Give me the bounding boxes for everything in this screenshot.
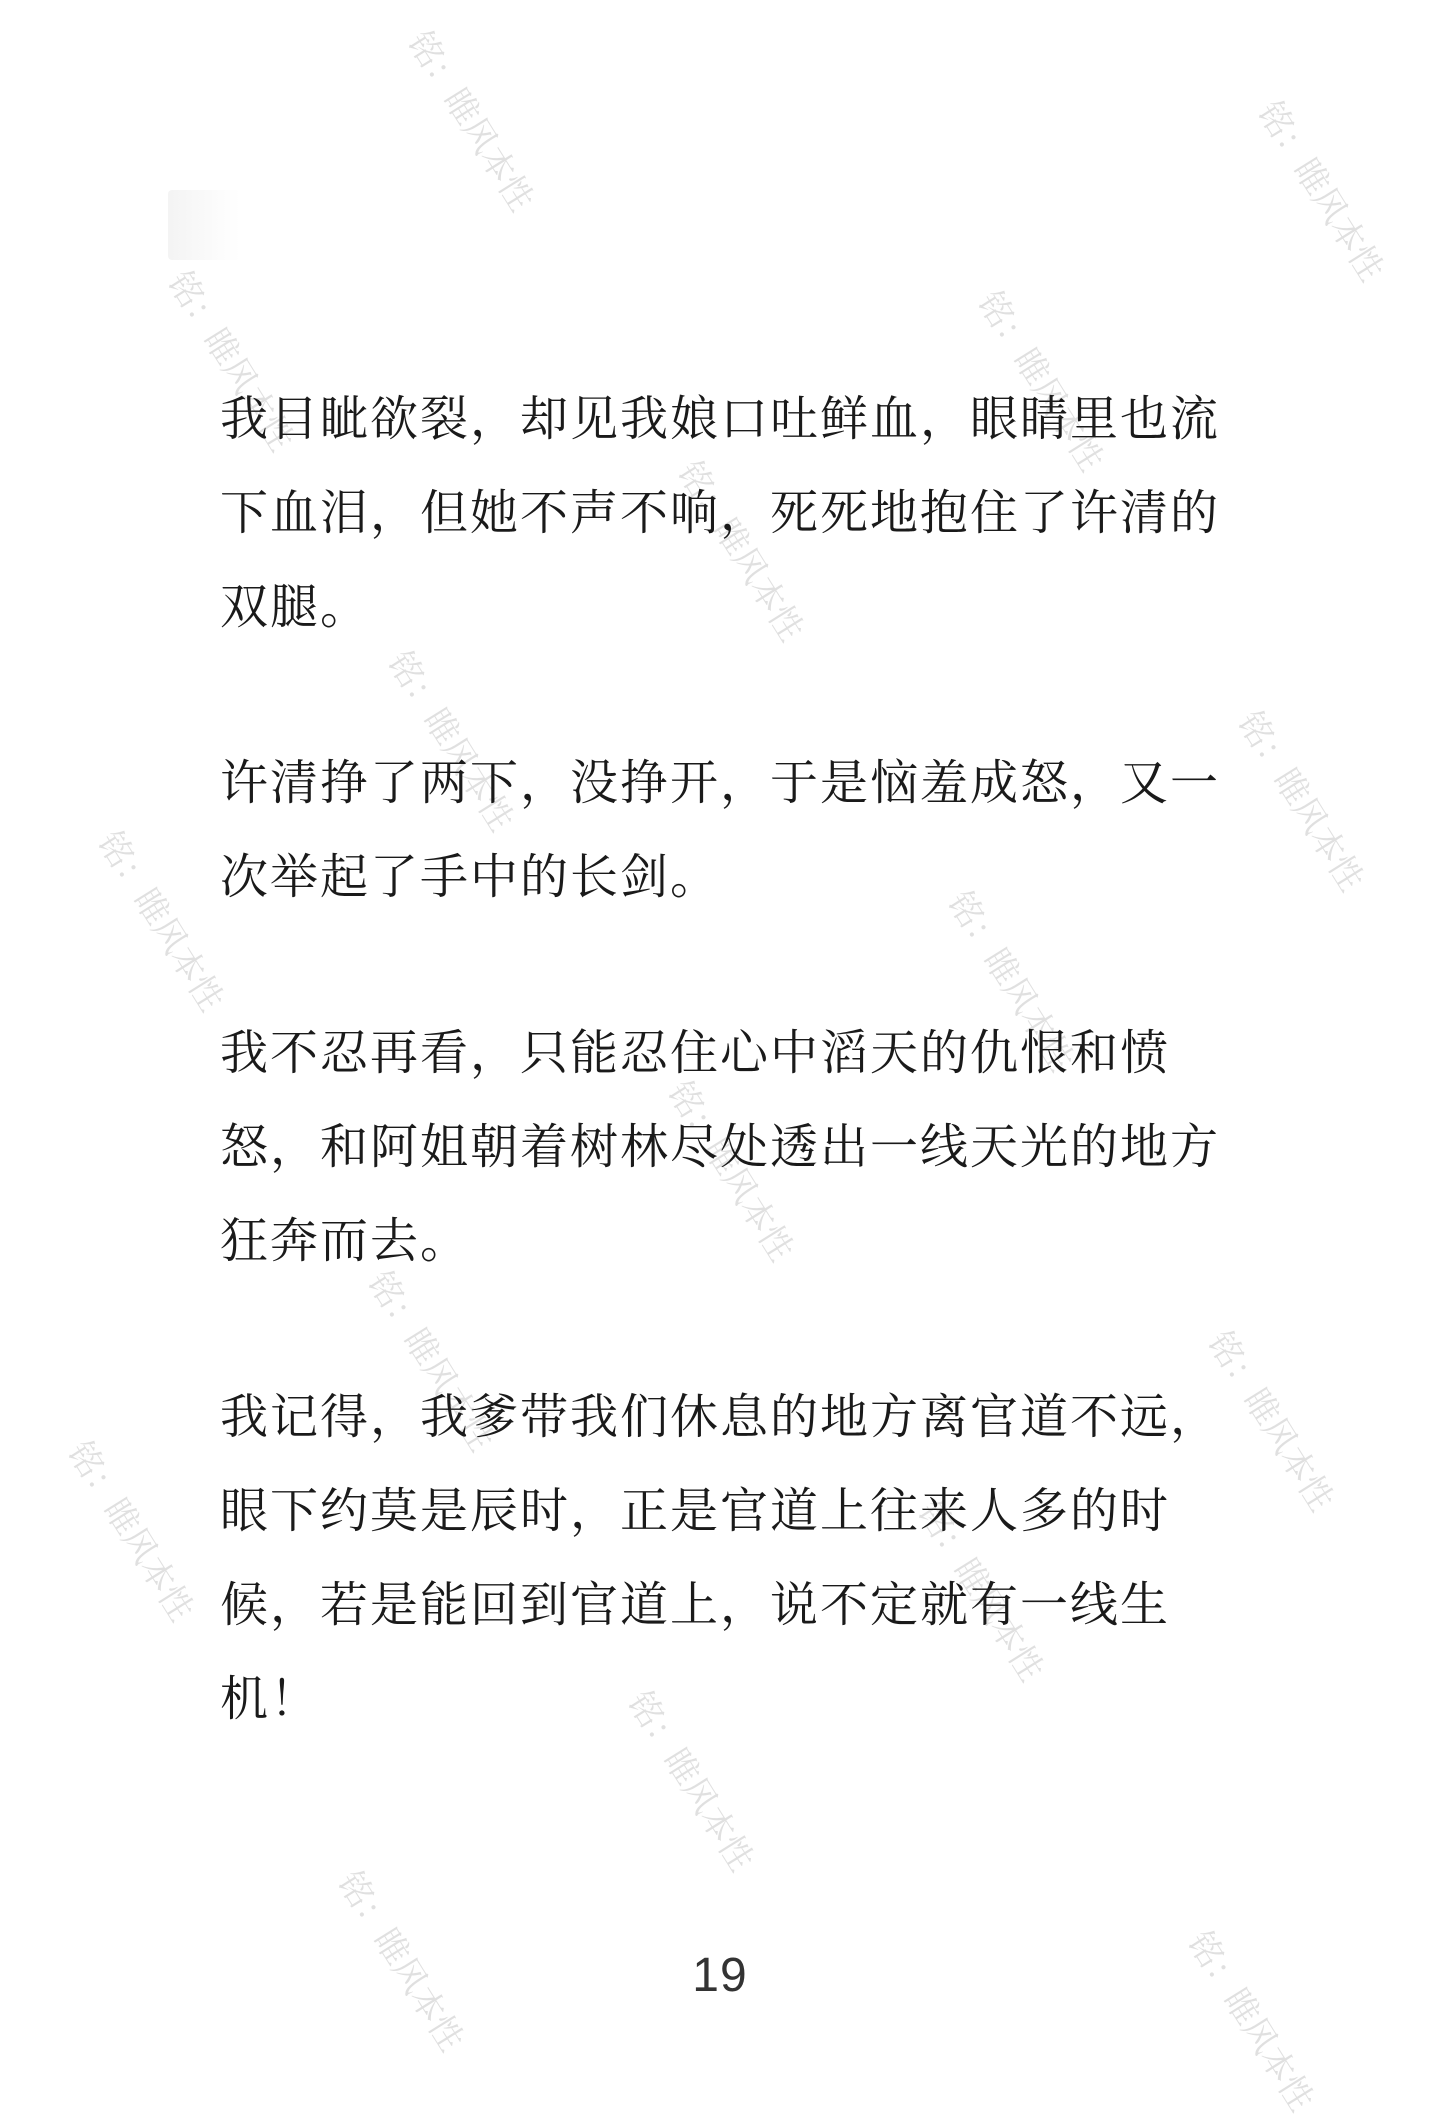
watermark: 铭：睢风本性 [1199, 1324, 1342, 1519]
paragraph: 我目眦欲裂，却见我娘口吐鲜血，眼睛里也流下血泪，但她不声不响，死死地抱住了许清的双腿。 [220, 391, 1221, 635]
page-number: 19 [692, 1949, 748, 2002]
watermark: 铭：睢风本性 [359, 1264, 502, 1459]
paragraph: 我不忍再看，只能忍住心中滔天的仇恨和愤怒，和阿姐朝着树林尽处透出一线天光的地方狂奔而去。 [220, 1025, 1221, 1269]
watermark: 铭：睢风本性 [619, 1684, 762, 1879]
paragraph: 许清挣了两下，没挣开，于是恼羞成怒，又一次举起了手中的长剑。 [220, 755, 1221, 905]
watermark: 铭：睢风本性 [59, 1434, 202, 1629]
watermark: 铭：睢风本性 [1179, 1924, 1322, 2119]
watermark: 铭：睢风本性 [329, 1864, 472, 2059]
watermark: 铭：睢风本性 [669, 454, 812, 649]
body-text [220, 372, 1240, 1828]
watermark: 铭：睢风本性 [659, 1074, 802, 1269]
watermark: 铭：睢风本性 [969, 284, 1112, 479]
watermark: 铭：睢风本性 [939, 884, 1082, 1079]
watermark: 铭：睢风本性 [1249, 94, 1392, 289]
paragraph: 我记得，我爹带我们休息的地方离官道不远，眼下约莫是辰时，正是官道上往来人多的时候，若是能回到官道上，说不定就有一线生机！ [220, 1389, 1221, 1727]
watermark: 铭：睢风本性 [399, 24, 542, 219]
watermark: 铭：睢风本性 [1229, 704, 1372, 899]
watermark: 铭：睢风本性 [909, 1494, 1052, 1689]
faint-scan-mark [168, 190, 240, 260]
watermark: 铭：睢风本性 [89, 824, 232, 1019]
watermark: 铭：睢风本性 [159, 264, 302, 459]
watermark: 铭：睢风本性 [379, 644, 522, 839]
